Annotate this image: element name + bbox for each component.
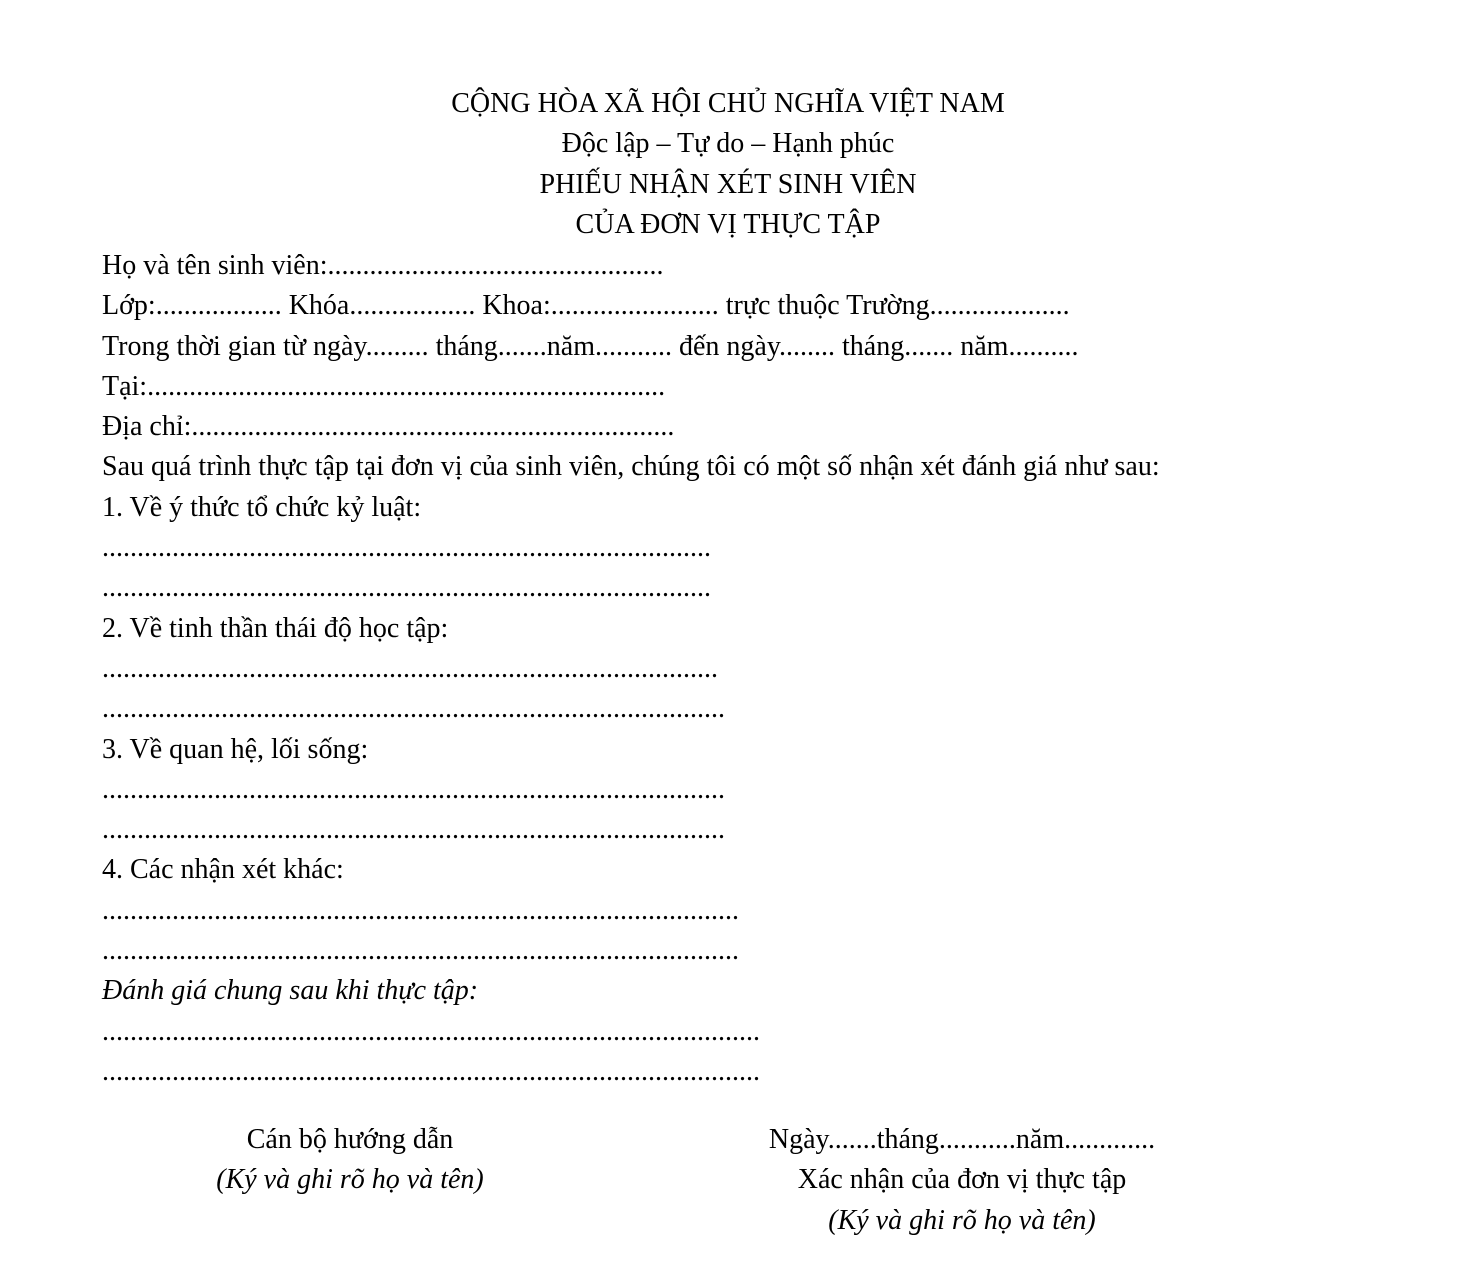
section-other-line: ........................................................................................... bbox=[102, 935, 739, 967]
unit-confirmation-title: Xác nhận của đơn vị thực tập bbox=[797, 1164, 1127, 1196]
overall-evaluation-line: .............................................................................................. bbox=[102, 1055, 760, 1087]
form-title-line1: PHIẾU NHẬN XÉT SINH VIÊN bbox=[539, 168, 917, 200]
overall-evaluation-heading: Đánh giá chung sau khi thực tập: bbox=[102, 975, 479, 1007]
class-field: Lớp:.................. Khóa.................. Khoa:........................ trực thuộc Trường.................... bbox=[102, 290, 1070, 322]
section-relations-heading: 3. Về quan hệ, lối sống: bbox=[102, 733, 369, 765]
period-field: Trong thời gian từ ngày......... tháng.......năm........... đến ngày........ tháng....... năm.......... bbox=[102, 330, 1079, 362]
section-discipline-line: ....................................................................................... bbox=[102, 572, 711, 604]
intro-text: Sau quá trình thực tập tại đơn vị của sinh viên, chúng tôi có một số nhận xét đánh giá như sau: bbox=[102, 451, 1160, 483]
supervisor-sign-note: (Ký và ghi rõ họ và tên) bbox=[216, 1164, 484, 1196]
overall-evaluation-line: .............................................................................................. bbox=[102, 1015, 760, 1047]
section-attitude-line: ........................................................................................ bbox=[102, 652, 718, 684]
supervisor-signature-block bbox=[200, 1120, 500, 1201]
address-field: Địa chỉ:..................................................................... bbox=[102, 411, 675, 443]
section-attitude-heading: 2. Về tinh thần thái độ học tập: bbox=[102, 612, 449, 644]
section-attitude-line: ......................................................................................... bbox=[102, 693, 725, 725]
section-discipline-line: ....................................................................................... bbox=[102, 532, 711, 564]
section-other-heading: 4. Các nhận xét khác: bbox=[102, 854, 344, 886]
national-motto: Độc lập – Tự do – Hạnh phúc bbox=[561, 128, 895, 160]
section-discipline-heading: 1. Về ý thức tổ chức kỷ luật: bbox=[102, 491, 422, 523]
section-relations-line: ......................................................................................... bbox=[102, 814, 725, 846]
country-name: CỘNG HÒA XÃ HỘI CHỦ NGHĨA VIỆT NAM bbox=[451, 88, 1005, 119]
supervisor-title: Cán bộ hướng dẫn bbox=[246, 1124, 454, 1155]
document-header bbox=[0, 84, 1456, 245]
section-other-line: ........................................................................................... bbox=[102, 894, 739, 926]
form-title-line2: CỦA ĐƠN VỊ THỰC TẬP bbox=[575, 208, 881, 240]
document-body bbox=[102, 246, 1402, 1092]
unit-signature-block bbox=[712, 1120, 1212, 1241]
student-name-field: Họ và tên sinh viên:................................................ bbox=[102, 250, 664, 281]
date-line: Ngày.......tháng...........năm............. bbox=[768, 1124, 1156, 1155]
section-relations-line: ......................................................................................... bbox=[102, 773, 725, 805]
unit-sign-note: (Ký và ghi rõ họ và tên) bbox=[828, 1204, 1096, 1236]
place-field: Tại:.......................................................................... bbox=[102, 370, 666, 402]
